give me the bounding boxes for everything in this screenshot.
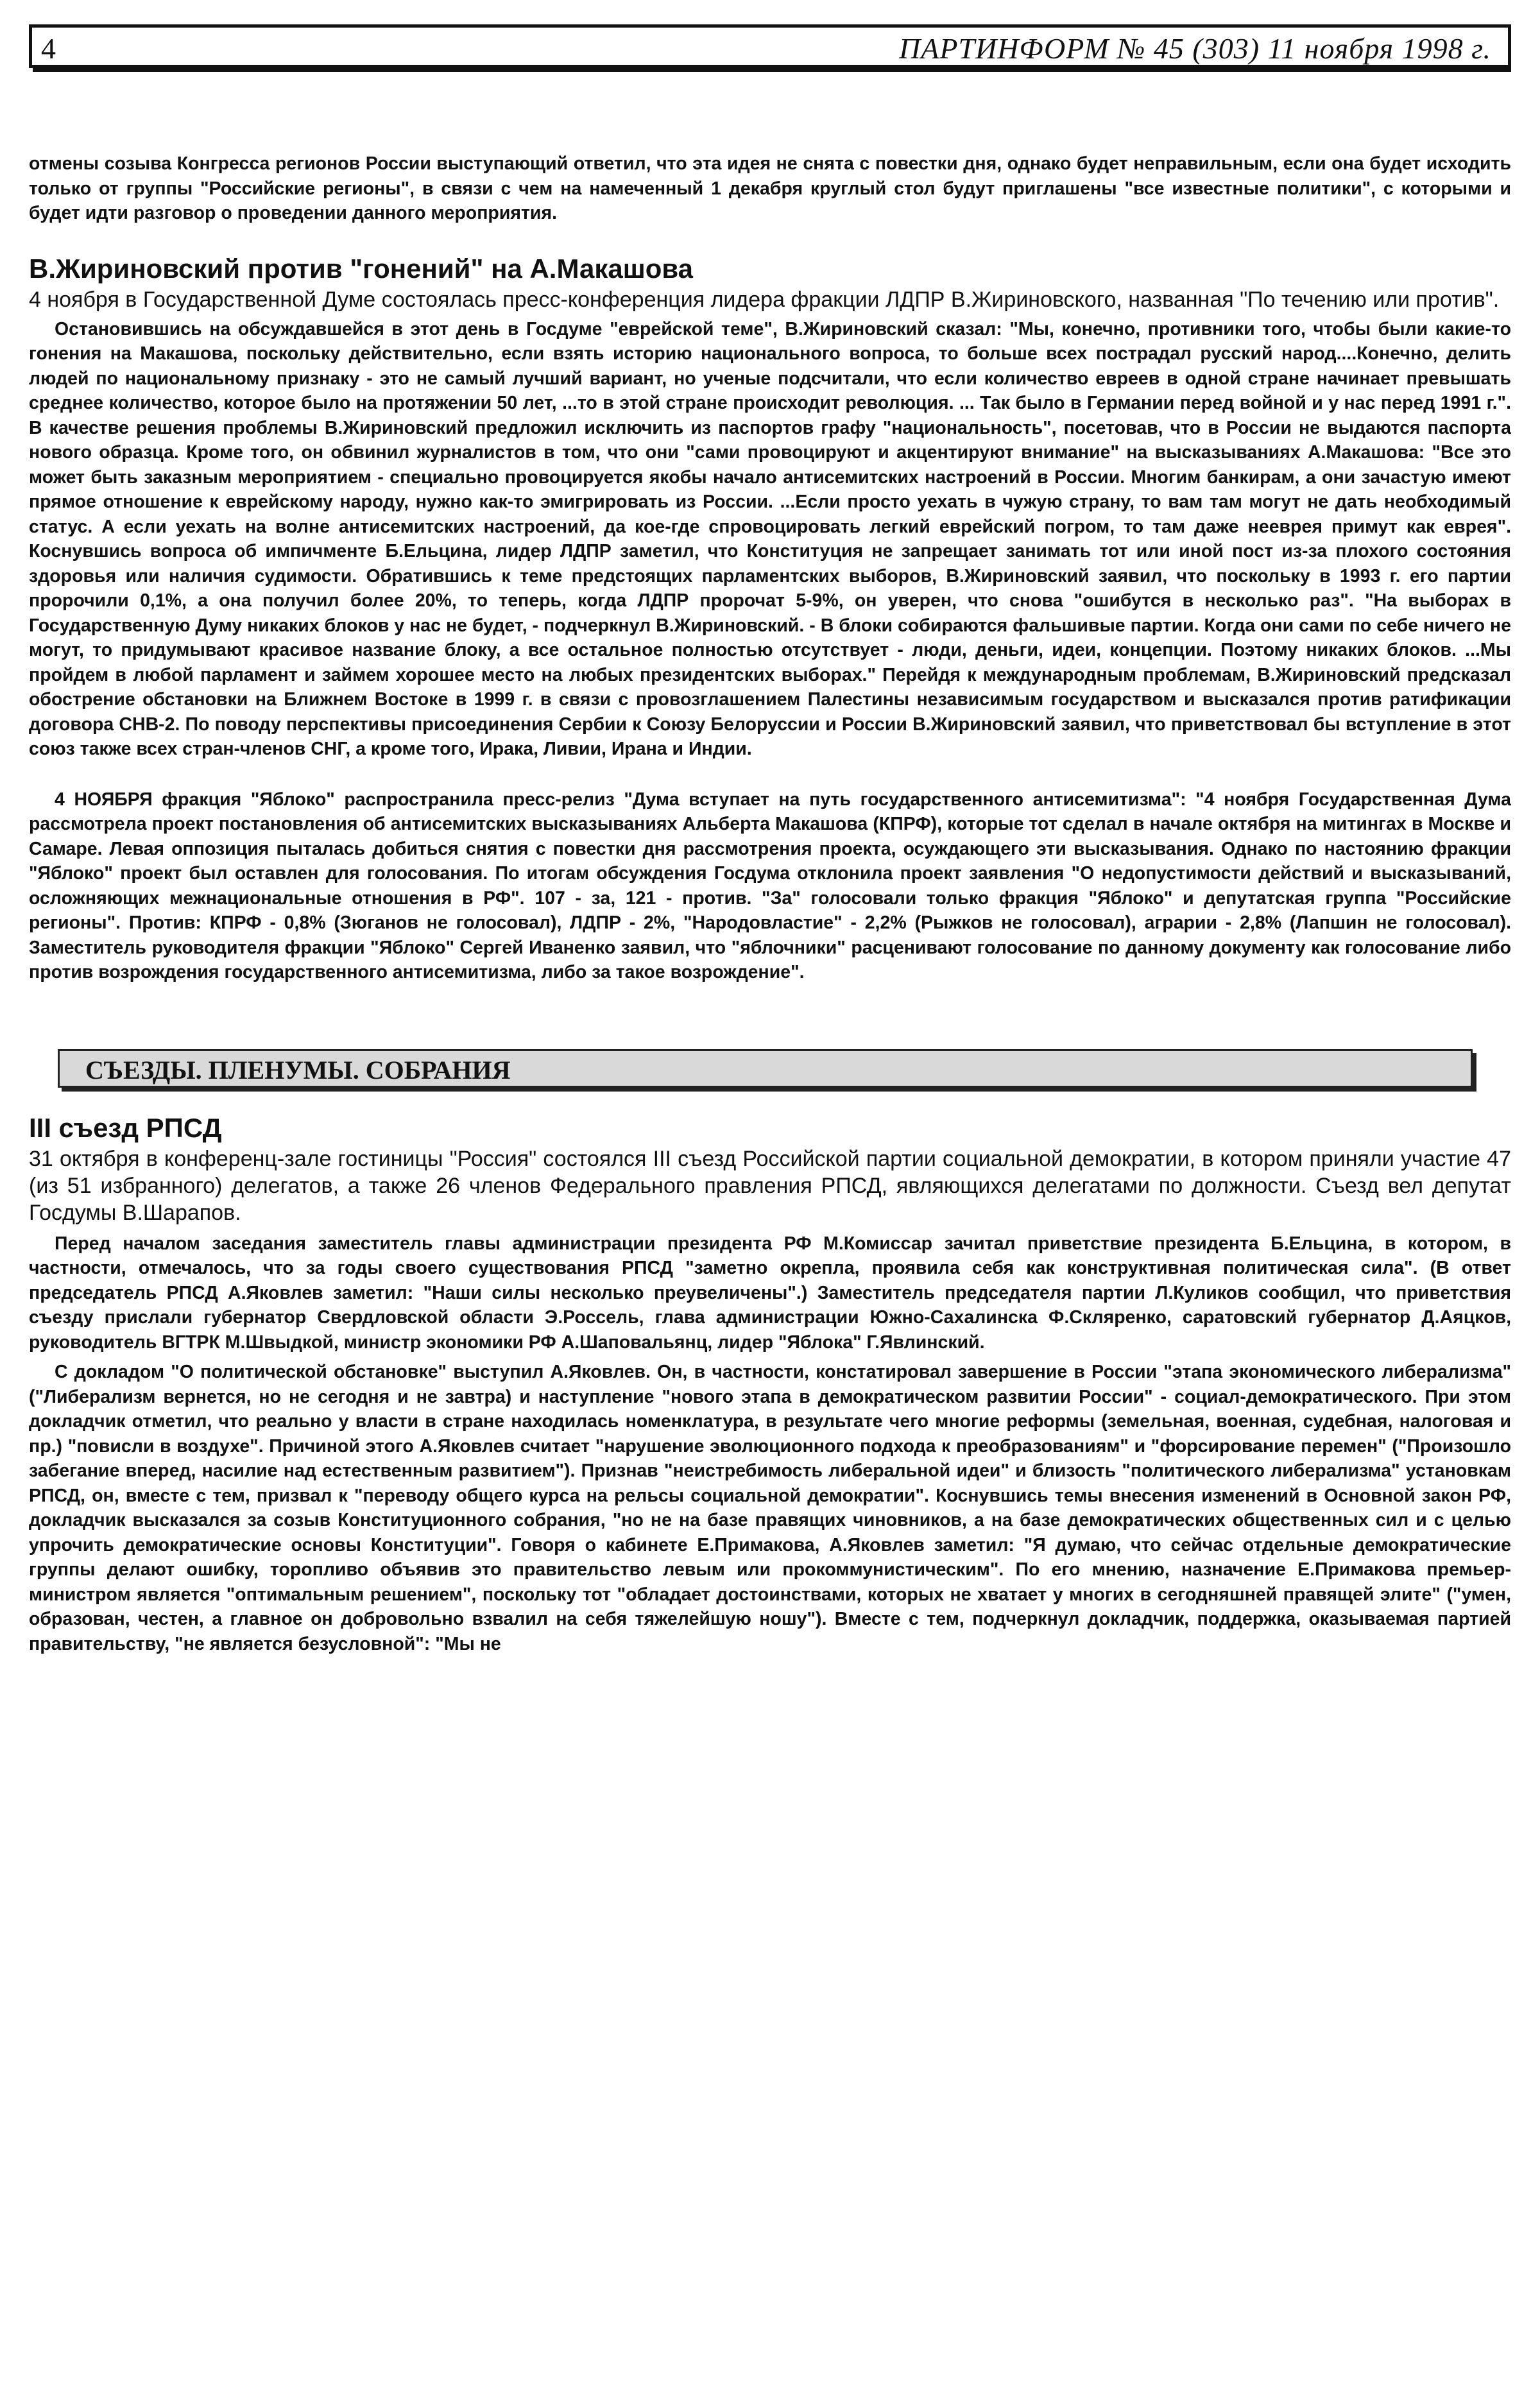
publication-title: ПАРТИНФОРМ № 45 (303) 11 ноября 1998 г. (899, 32, 1491, 65)
article-lead-zhirinovsky: 4 ноября в Государственной Думе состоялась пресс-конференция лидера фракции ЛДПР В.Жириновского, названная "По течению или против". (29, 287, 1500, 312)
article-body-rpsd-2: С докладом "О политической обстановке" выступил А.Яковлев. Он, в частности, констатировал завершение в России "этапа экономического либерализма" ("Либерализм вернется, но не сегодня и не завтра) и наступление "нового этапа в демократическом развитии России" - социал-демократического. При этом докладчик отметил, что реально у власти в стране находилась номенклатура, в результате чего многие реформы (земельная, военная, судебная, налоговая и пр.) "повисли в воздухе". Причиной этого А.Яковлев считает "нарушение эволюционного подхода к преобразованиям" и "форсирование перемен" ("Произошло забегание вперед, насилие над естественным развитием"). Признав "неистребимость либеральной идеи" и близость "политического либерализма" установкам РПСД, он, вместе с тем, призвал к "переводу общего курса на рельсы социальной демократии". Коснувшись темы внесения изменений в Основной закон РФ, докладчик высказался за созыв Конституционного собрания, "но не на базе правящих чиновников, а на базе демократических общественных сил и с целью упрочить демократические основы Конституции". Говоря о кабинете Е.Примакова, А.Яковлев заметил: "Я думаю, что сейчас отдельные демократические группы делают ошибку, торопливо объявив это правительство левым или прокоммунистическим". По его мнению, назначение Е.Примакова премьер-министром является "оптимальным решением", поскольку тот "обладает достоинствами, которых не хватает у многих в сегодняшней правящей элите" ("умен, образован, честен, а главное он добровольно взвалил на себя тяжелейшую ношу"). Вместе с тем, подчеркнул докладчик, поддержка, оказываемая партией правительству, "не является безусловной": "Мы не (29, 1362, 1511, 1654)
newspaper-page (29, 24, 1511, 2360)
intro-paragraph: отмены созыва Конгресса регионов России выступающий ответил, что эта идея не снята с повестки дня, однако будет неправильным, если она будет исходить только от группы "Российские регионы", в связи с чем на намеченный 1 декабря круглый стол будут приглашены "все известные политики", с которыми и будет идти разговор о проведении данного мероприятия. (29, 153, 1511, 223)
yabloko-paragraph: 4 НОЯБРЯ фракция "Яблоко" распространила пресс-релиз "Дума вступает на путь государственного антисемитизма": "4 ноября Государственная Дума рассмотрела проект постановления об антисемитских высказываниях Альберта Макашова (КПРФ), которые тот сделал в начале октября на митингах в Москве и Самаре. Левая оппозиция пыталась добиться снятия с повестки дня рассмотрения проекта, осуждающего эти высказывания. Однако по настоянию фракции "Яблоко" проект был оставлен для голосования. По итогам обсуждения Госдума отклонила проект заявления "О недопустимости действий и высказываний, осложняющих межнациональные отношения в РФ". 107 - за, 121 - против. "За" голосовали только фракция "Яблоко" и депутатская группа "Российские регионы". Против: КПРФ - 0,8% (Зюганов не голосовал), ЛДПР - 2%, "Народовластие" - 2,2% (Рыжков не голосовал), аграрии - 2,8% (Лапшин не голосовал). Заместитель руководителя фракции "Яблоко" Сергей Иваненко заявил, что "яблочники" расценивают голосование по данному документу как голосование либо против возрождения государственного антисемитизма, либо за такое возрождение". (29, 789, 1511, 982)
article-heading-zhirinovsky: В.Жириновский против "гонений" на А.Макашова (29, 253, 693, 284)
page-number: 4 (41, 32, 56, 65)
section-banner-title: СЪЕЗДЫ. ПЛЕНУМЫ. СОБРАНИЯ (85, 1055, 511, 1084)
article-heading-rpsd: III съезд РПСД (29, 1112, 222, 1143)
section-banner (58, 1049, 1473, 1088)
article-lead-rpsd: 31 октября в конференц-зале гостиницы "Россия" состоялся III съезд Российской партии социальной демократии, в котором приняли участие 47 (из 51 избранного) делегатов, а также 26 членов Федерального правления РПСД, являющихся делегатами по должности. Съезд вел депутат Госдумы В.Шарапов. (29, 1146, 1511, 1225)
page-header (29, 24, 1511, 68)
article-body-zhirinovsky: Остановившись на обсуждавшейся в этот день в Госдуме "еврейской теме", В.Жириновский сказал: "Мы, конечно, противники того, чтобы были какие-то гонения на Макашова, поскольку действительно, если взять историю национального вопроса, то больше всех пострадал русский народ....Конечно, делить людей по национальному признаку - это не самый лучший вариант, но ученые подсчитали, что если количество евреев в одной стране начинает превышать среднее количество, которое было на протяжении 50 лет, ...то в этой стране происходит революция. ... Так было в Германии перед войной и у нас перед 1991 г.". В качестве решения проблемы В.Жириновский предложил исключить из паспортов графу "национальность", посетовав, что в России не выдаются паспорта нового образца. Кроме того, он обвинил журналистов в том, что они "сами провоцируют и акцентируют внимание" на высказываниях А.Макашова: "Все это может быть заказным мероприятием - специально провоцируется якобы начало антисемитских настроений в России. Многим банкирам, а они зачастую имеют прямое отношение к еврейскому народу, нужно как-то эмигрировать из России. ...Если просто уехать в чужую страну, то вам там могут не дать необходимый статус. А если уехать на волне антисемитских настроений, да кое-где спровоцировать легкий еврейский погром, то там даже нееврея примут как еврея". Коснувшись вопроса об импичменте Б.Ельцина, лидер ЛДПР заметил, что Конституция не запрещает занимать тот или иной пост из-за плохого состояния здоровья или наличия судимости. Обратившись к теме предстоящих парламентских выборов, В.Жириновский заявил, что поскольку в 1993 г. его партии пророчили 0,1%, а она получил более 20%, то теперь, когда ЛДПР пророчат 5-9%, он уверен, что снова "ошибутся в несколько раз". "На выборах в Государственную Думу никаких блоков у нас не будет, - подчеркнул В.Жириновский. - В блоки собираются фальшивые партии. Когда они сами по себе ничего не могут, то придумывают красивое название блоку, а все остальное полностью отсутствует - люди, деньги, идеи, концепции. Поэтому никаких блоков. ...Мы пройдем в любой парламент и займем хорошее место на любых президентских выборах." Перейдя к международным проблемам, В.Жириновский предсказал обострение обстановки на Ближнем Востоке в 1999 г. в связи с провозглашением Палестины независимым государством и высказался против ратификации договора СНВ-2. По поводу перспективы присоединения Сербии к Союзу Белоруссии и России В.Жириновский заявил, что приветствовал бы вступление в этот союз также всех стран-членов СНГ, а кроме того, Ирака, Ливии, Ирана и Индии. (29, 318, 1511, 759)
article-body-rpsd-1: Перед началом заседания заместитель главы администрации президента РФ М.Комиссар зачитал приветствие президента Б.Ельцина, в котором, в частности, отмечалось, что за годы своего существования РПСД "заметно окрепла, проявила себя как конструктивная политическая сила". (В ответ председатель РПСД А.Яковлев заметил: "Наши силы несколько преувеличены".) Заместитель председателя партии Л.Куликов сообщил, что приветствия съезду прислали губернатор Свердловской области Э.Россель, глава администрации Южно-Сахалинска Ф.Скляренко, саратовский губернатор Д.Аяцков, руководитель ВГТРК М.Швыдкой, министр экономики РФ А.Шаповальянц, лидер "Яблока" Г.Явлинский. (29, 1233, 1511, 1353)
